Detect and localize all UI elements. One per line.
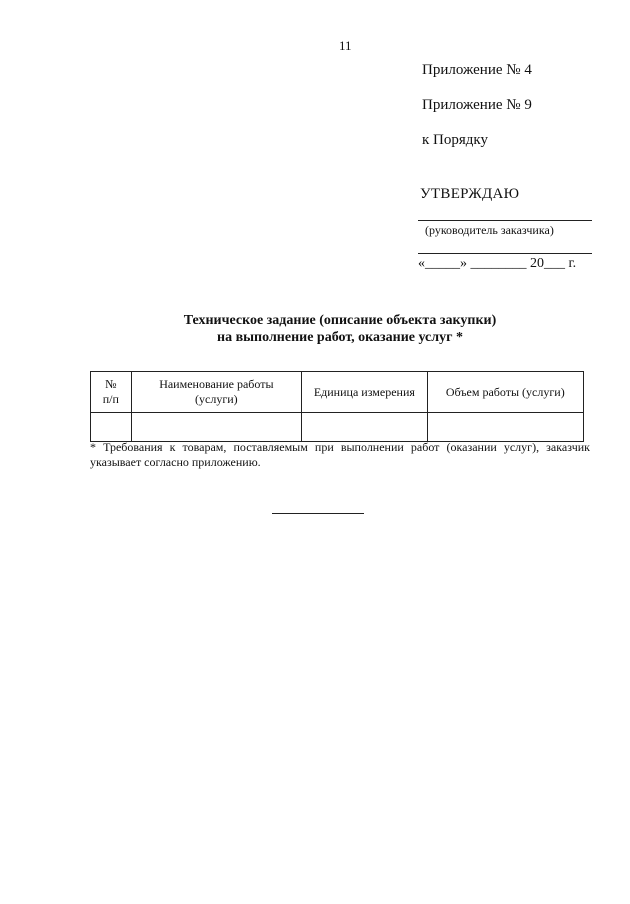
cell-volume [427,413,583,442]
task-table [90,371,584,442]
footnote [90,440,590,470]
signature-line [418,220,592,221]
table-row [91,413,584,442]
appendix-procedure-reference: к Порядку [422,132,488,148]
signer-caption: (руководитель заказчика) [425,223,554,237]
footnote-line-1: * Требования к товарам, поставляемым при выполнении работ (оказании услуг), заказчик [90,440,590,454]
name-line [418,253,592,254]
table-header-row [91,372,584,413]
header-work-name-line2: (услуги) [195,392,238,406]
appendix-reference-4: Приложение № 4 [422,62,532,78]
cell-number [91,413,132,442]
header-number-line2: п/п [102,392,119,406]
header-number [91,372,132,413]
header-unit: Единица измерения [302,372,427,413]
document-title-line-2: на выполнение работ, оказание услуг * [217,330,463,345]
approval-date-field: «_____» ________ 20___ г. [418,256,577,271]
appendix-reference-9: Приложение № 9 [422,97,532,113]
document-title-line-1: Техническое задание (описание объекта закупки) [183,313,497,328]
header-work-name-line1: Наименование работы [159,377,274,391]
footnote-line-2: указывает согласно приложению. [90,455,261,469]
header-volume: Объем работы (услуги) [427,372,583,413]
header-number-line1: № [105,377,117,391]
approval-title: УТВЕРЖДАЮ [420,186,520,202]
cell-work-name [131,413,302,442]
end-separator-line [272,513,364,514]
page-number: 11 [339,38,352,53]
header-work-name [131,372,302,413]
cell-unit [302,413,427,442]
